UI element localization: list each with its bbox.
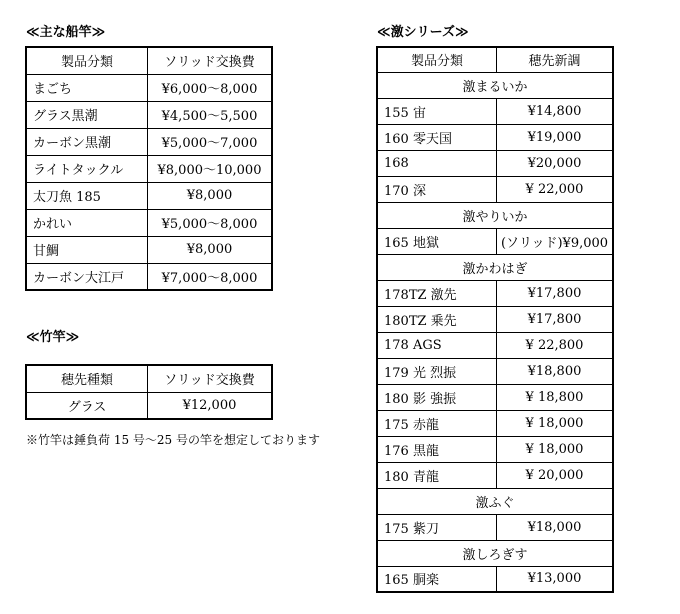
- product-category-cell: 175 紫刀: [377, 514, 497, 540]
- table-row: [377, 566, 613, 592]
- price-cell: ¥7,000～8,000: [148, 263, 273, 290]
- product-category-cell: 180 影 強振: [377, 384, 497, 410]
- product-category-cell: 160 零天国: [377, 124, 497, 150]
- series-name-cell: 激やりいか: [377, 202, 613, 228]
- table-row: [377, 98, 613, 124]
- column-header: ソリッド交換費: [148, 365, 273, 392]
- product-category-cell: 甘鯛: [26, 236, 148, 263]
- product-category-cell: 180 青龍: [377, 462, 497, 488]
- tip-type-cell: グラス: [26, 392, 148, 419]
- column-header: 穂先新調: [497, 47, 614, 72]
- table-row: [377, 176, 613, 202]
- section-row: [377, 72, 613, 98]
- product-category-cell: 178TZ 激先: [377, 280, 497, 306]
- table-row: [377, 228, 613, 254]
- product-category-cell: 176 黒龍: [377, 436, 497, 462]
- table-row: [26, 209, 272, 236]
- price-cell: ¥13,000: [497, 566, 614, 592]
- column-header: ソリッド交換費: [148, 47, 273, 74]
- price-cell: ¥ 18,000: [497, 410, 614, 436]
- price-cell: ¥ 18,800: [497, 384, 614, 410]
- series-name-cell: 激まるいか: [377, 72, 613, 98]
- price-cell: (ソリッド)¥9,000: [497, 228, 614, 254]
- table-row: [26, 263, 272, 290]
- table-row: [26, 101, 272, 128]
- column-header: 製品分類: [26, 47, 148, 74]
- price-cell: ¥ 22,000: [497, 176, 614, 202]
- price-cell: ¥5,000～8,000: [148, 209, 273, 236]
- table-row: [377, 358, 613, 384]
- product-category-cell: 178 AGS: [377, 332, 497, 358]
- product-category-cell: 170 深: [377, 176, 497, 202]
- table-header-row: [26, 47, 272, 74]
- price-cell: ¥8,000: [148, 236, 273, 263]
- main-rods-table: [25, 46, 273, 291]
- price-cell: ¥ 22,800: [497, 332, 614, 358]
- price-cell: ¥4,500～5,500: [148, 101, 273, 128]
- series-name-cell: 激かわはぎ: [377, 254, 613, 280]
- price-cell: ¥20,000: [497, 150, 614, 176]
- table-row: [26, 128, 272, 155]
- geki-series-title: ≪激シリーズ≫: [377, 25, 469, 40]
- price-cell: ¥17,800: [497, 306, 614, 332]
- table-row: [377, 410, 613, 436]
- table-row: [377, 280, 613, 306]
- price-cell: ¥8,000～10,000: [148, 155, 273, 182]
- section-row: [377, 202, 613, 228]
- price-cell: ¥ 18,000: [497, 436, 614, 462]
- column-header: 穂先種類: [26, 365, 148, 392]
- product-category-cell: 155 宙: [377, 98, 497, 124]
- bamboo-rods-title: ≪竹竿≫: [26, 330, 80, 345]
- price-cell: ¥8,000: [148, 182, 273, 209]
- column-header: 製品分類: [377, 47, 497, 72]
- table-row: [377, 332, 613, 358]
- table-row: [26, 182, 272, 209]
- table-row: [26, 155, 272, 182]
- product-category-cell: 179 光 烈振: [377, 358, 497, 384]
- table-header-row: [377, 47, 613, 72]
- main-rods-title: ≪主な船竿≫: [26, 25, 106, 40]
- price-cell: ¥19,000: [497, 124, 614, 150]
- price-cell: ¥17,800: [497, 280, 614, 306]
- price-cell: ¥18,000: [497, 514, 614, 540]
- table-row: [26, 236, 272, 263]
- table-row: [377, 514, 613, 540]
- product-category-cell: 175 赤龍: [377, 410, 497, 436]
- series-name-cell: 激しろぎす: [377, 540, 613, 566]
- price-cell: ¥14,800: [497, 98, 614, 124]
- table-row: [377, 124, 613, 150]
- product-category-cell: 太刀魚 185: [26, 182, 148, 209]
- geki-series-table: [376, 46, 614, 593]
- price-cell: ¥18,800: [497, 358, 614, 384]
- table-row: [377, 306, 613, 332]
- table-header-row: [26, 365, 272, 392]
- section-row: [377, 488, 613, 514]
- section-row: [377, 540, 613, 566]
- product-category-cell: かれい: [26, 209, 148, 236]
- table-row: [377, 436, 613, 462]
- product-category-cell: 168: [377, 150, 497, 176]
- product-category-cell: まごち: [26, 74, 148, 101]
- product-category-cell: グラス黒潮: [26, 101, 148, 128]
- product-category-cell: 180TZ 乗先: [377, 306, 497, 332]
- table-row: [26, 74, 272, 101]
- price-cell: ¥ 20,000: [497, 462, 614, 488]
- bamboo-note: ※竹竿は錘負荷 15 号～25 号の竿を想定しております: [26, 433, 320, 447]
- price-cell: ¥6,000～8,000: [148, 74, 273, 101]
- bamboo-rods-table: [25, 364, 273, 420]
- table-row: [377, 384, 613, 410]
- table-row: [377, 150, 613, 176]
- price-cell: ¥12,000: [148, 392, 273, 419]
- product-category-cell: ライトタックル: [26, 155, 148, 182]
- product-category-cell: 165 胴楽: [377, 566, 497, 592]
- product-category-cell: 165 地獄: [377, 228, 497, 254]
- price-cell: ¥5,000～7,000: [148, 128, 273, 155]
- product-category-cell: カーボン黒潮: [26, 128, 148, 155]
- table-row: [377, 462, 613, 488]
- product-category-cell: カーボン大江戸: [26, 263, 148, 290]
- table-row: [26, 392, 272, 419]
- section-row: [377, 254, 613, 280]
- series-name-cell: 激ふぐ: [377, 488, 613, 514]
